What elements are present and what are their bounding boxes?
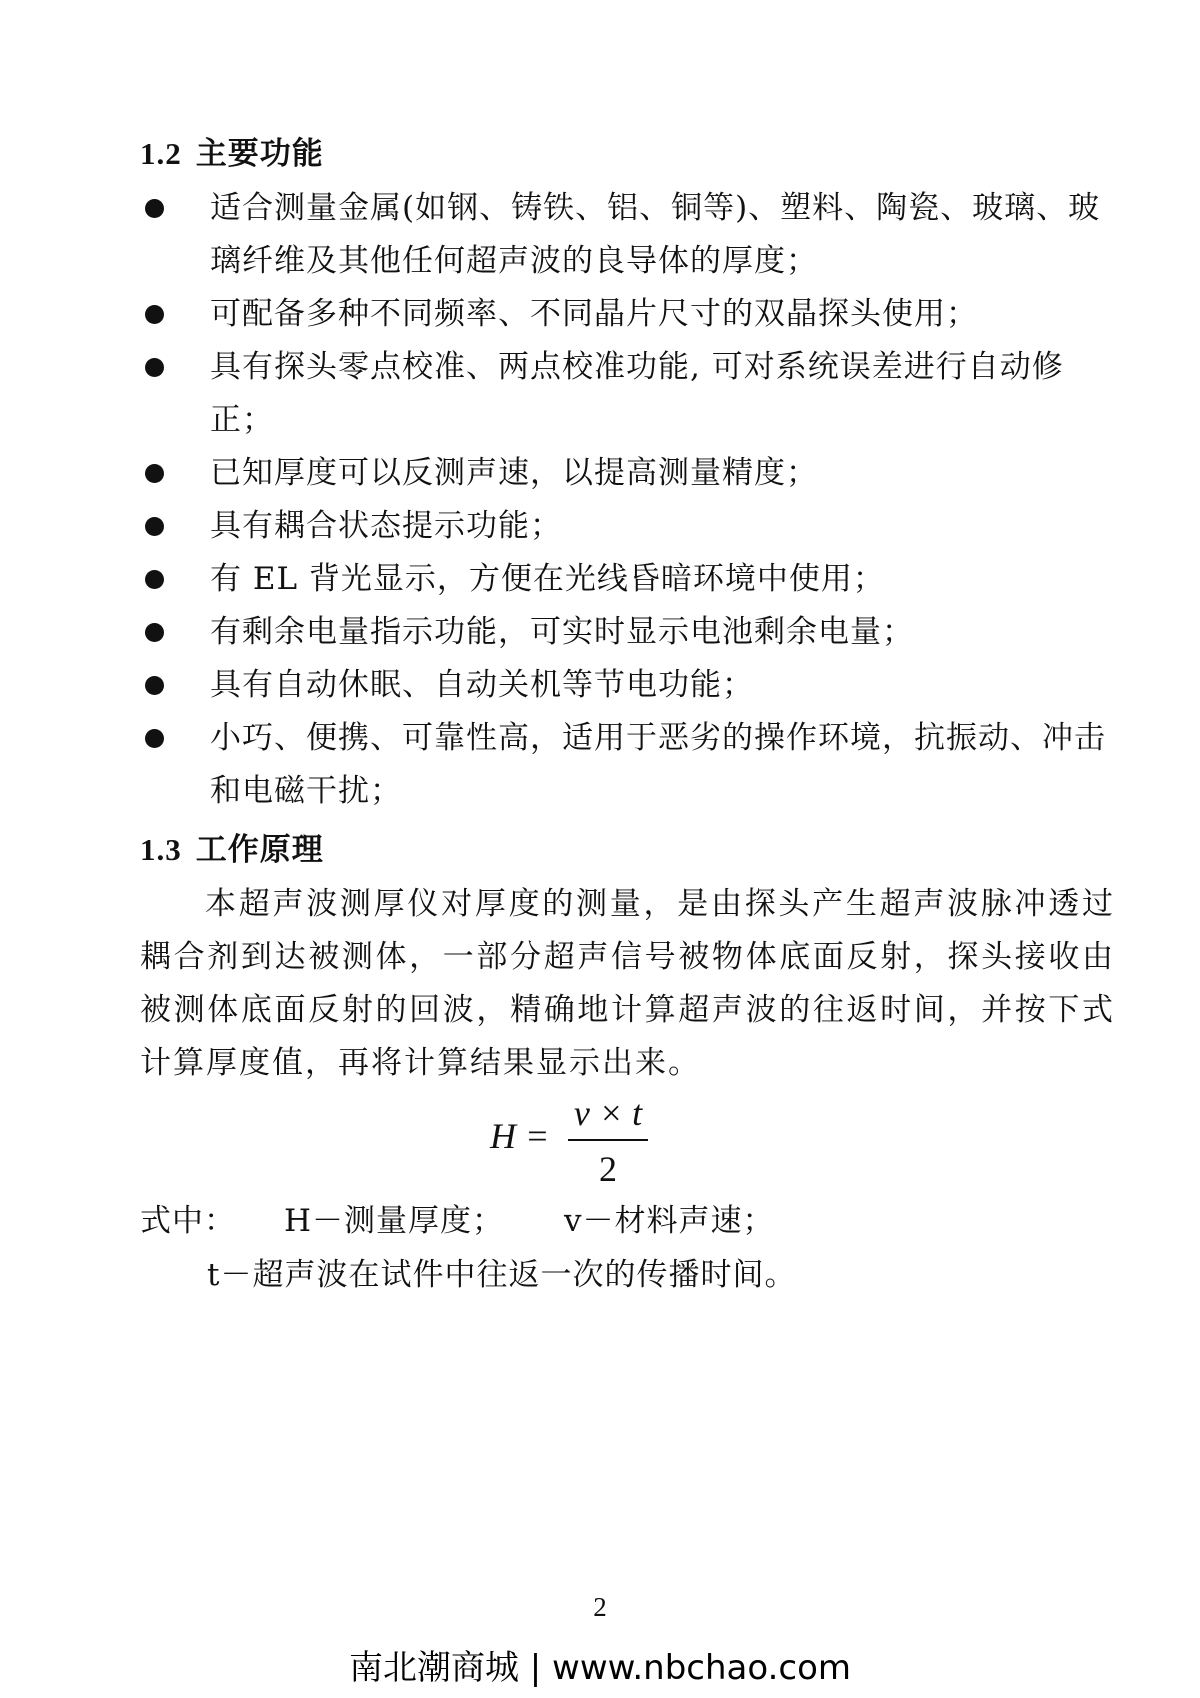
bullet-icon xyxy=(145,517,164,536)
list-item: 适合测量金属(如钢、铸铁、铝、铜等)、塑料、陶瓷、玻璃、玻璃纤维及其他任何超声波的良导体的厚度； xyxy=(140,182,1120,288)
bullet-icon xyxy=(145,676,164,695)
formula-fraction xyxy=(568,1089,648,1193)
bullet-icon xyxy=(145,570,164,589)
list-item: 有 EL 背光显示，方便在光线昏暗环境中使用； xyxy=(140,553,1120,606)
formula-legend xyxy=(140,1195,775,1248)
bullet-icon xyxy=(145,305,164,324)
list-item: 具有耦合状态提示功能； xyxy=(140,500,1120,553)
section-1-2-heading xyxy=(140,128,324,173)
bullet-icon xyxy=(145,729,164,748)
bullet-icon xyxy=(145,623,164,642)
list-item: 可配备多种不同频率、不同晶片尺寸的双晶探头使用； xyxy=(140,288,1120,341)
section-number: 1.2 xyxy=(140,136,182,171)
where-v: v－材料声速； xyxy=(564,1203,775,1239)
page-number: 2 xyxy=(593,1592,607,1622)
formula-numerator: v × t xyxy=(573,1093,643,1133)
list-item: 具有自动休眠、自动关机等节电功能； xyxy=(140,659,1120,712)
formula-lhs: H = xyxy=(490,1116,550,1156)
list-item: 有剩余电量指示功能，可实时显示电池剩余电量； xyxy=(140,606,1120,659)
list-item: 具有探头零点校准、两点校准功能, 可对系统误差进行自动修正； xyxy=(140,341,1120,447)
where-label: 式中： xyxy=(140,1203,236,1239)
where-t: t－超声波在试件中往返一次的传播时间。 xyxy=(207,1257,797,1293)
formula-denominator: 2 xyxy=(599,1149,617,1189)
section-title: 主要功能 xyxy=(195,136,324,172)
list-item: 小巧、便携、可靠性高，适用于恶劣的操作环境，抗振动、冲击和电磁干扰； xyxy=(140,712,1120,818)
section-number: 1.3 xyxy=(140,832,182,867)
principle-paragraph: 本超声波测厚仪对厚度的测量，是由探头产生超声波脉冲透过耦合剂到达被测体，一部分超声信号被物体底面反射，探头接收由被测体底面反射的回波，精确地计算超声波的往返时间，并按下式计算厚度值，再将计算结果显示出来。 xyxy=(140,886,1115,1081)
feature-list xyxy=(140,182,1120,818)
list-item: 已知厚度可以反测声速，以提高测量精度； xyxy=(140,447,1120,500)
where-h: H－测量厚度； xyxy=(284,1203,505,1239)
section-1-3-heading xyxy=(140,824,324,869)
bullet-icon xyxy=(145,199,164,218)
section-title: 工作原理 xyxy=(195,832,324,868)
bullet-icon xyxy=(145,358,164,377)
bullet-icon xyxy=(145,464,164,483)
fraction-bar xyxy=(568,1139,648,1141)
site-watermark: 南北潮商城 | www.nbchao.com xyxy=(348,1648,851,1688)
thickness-formula xyxy=(490,1095,650,1195)
